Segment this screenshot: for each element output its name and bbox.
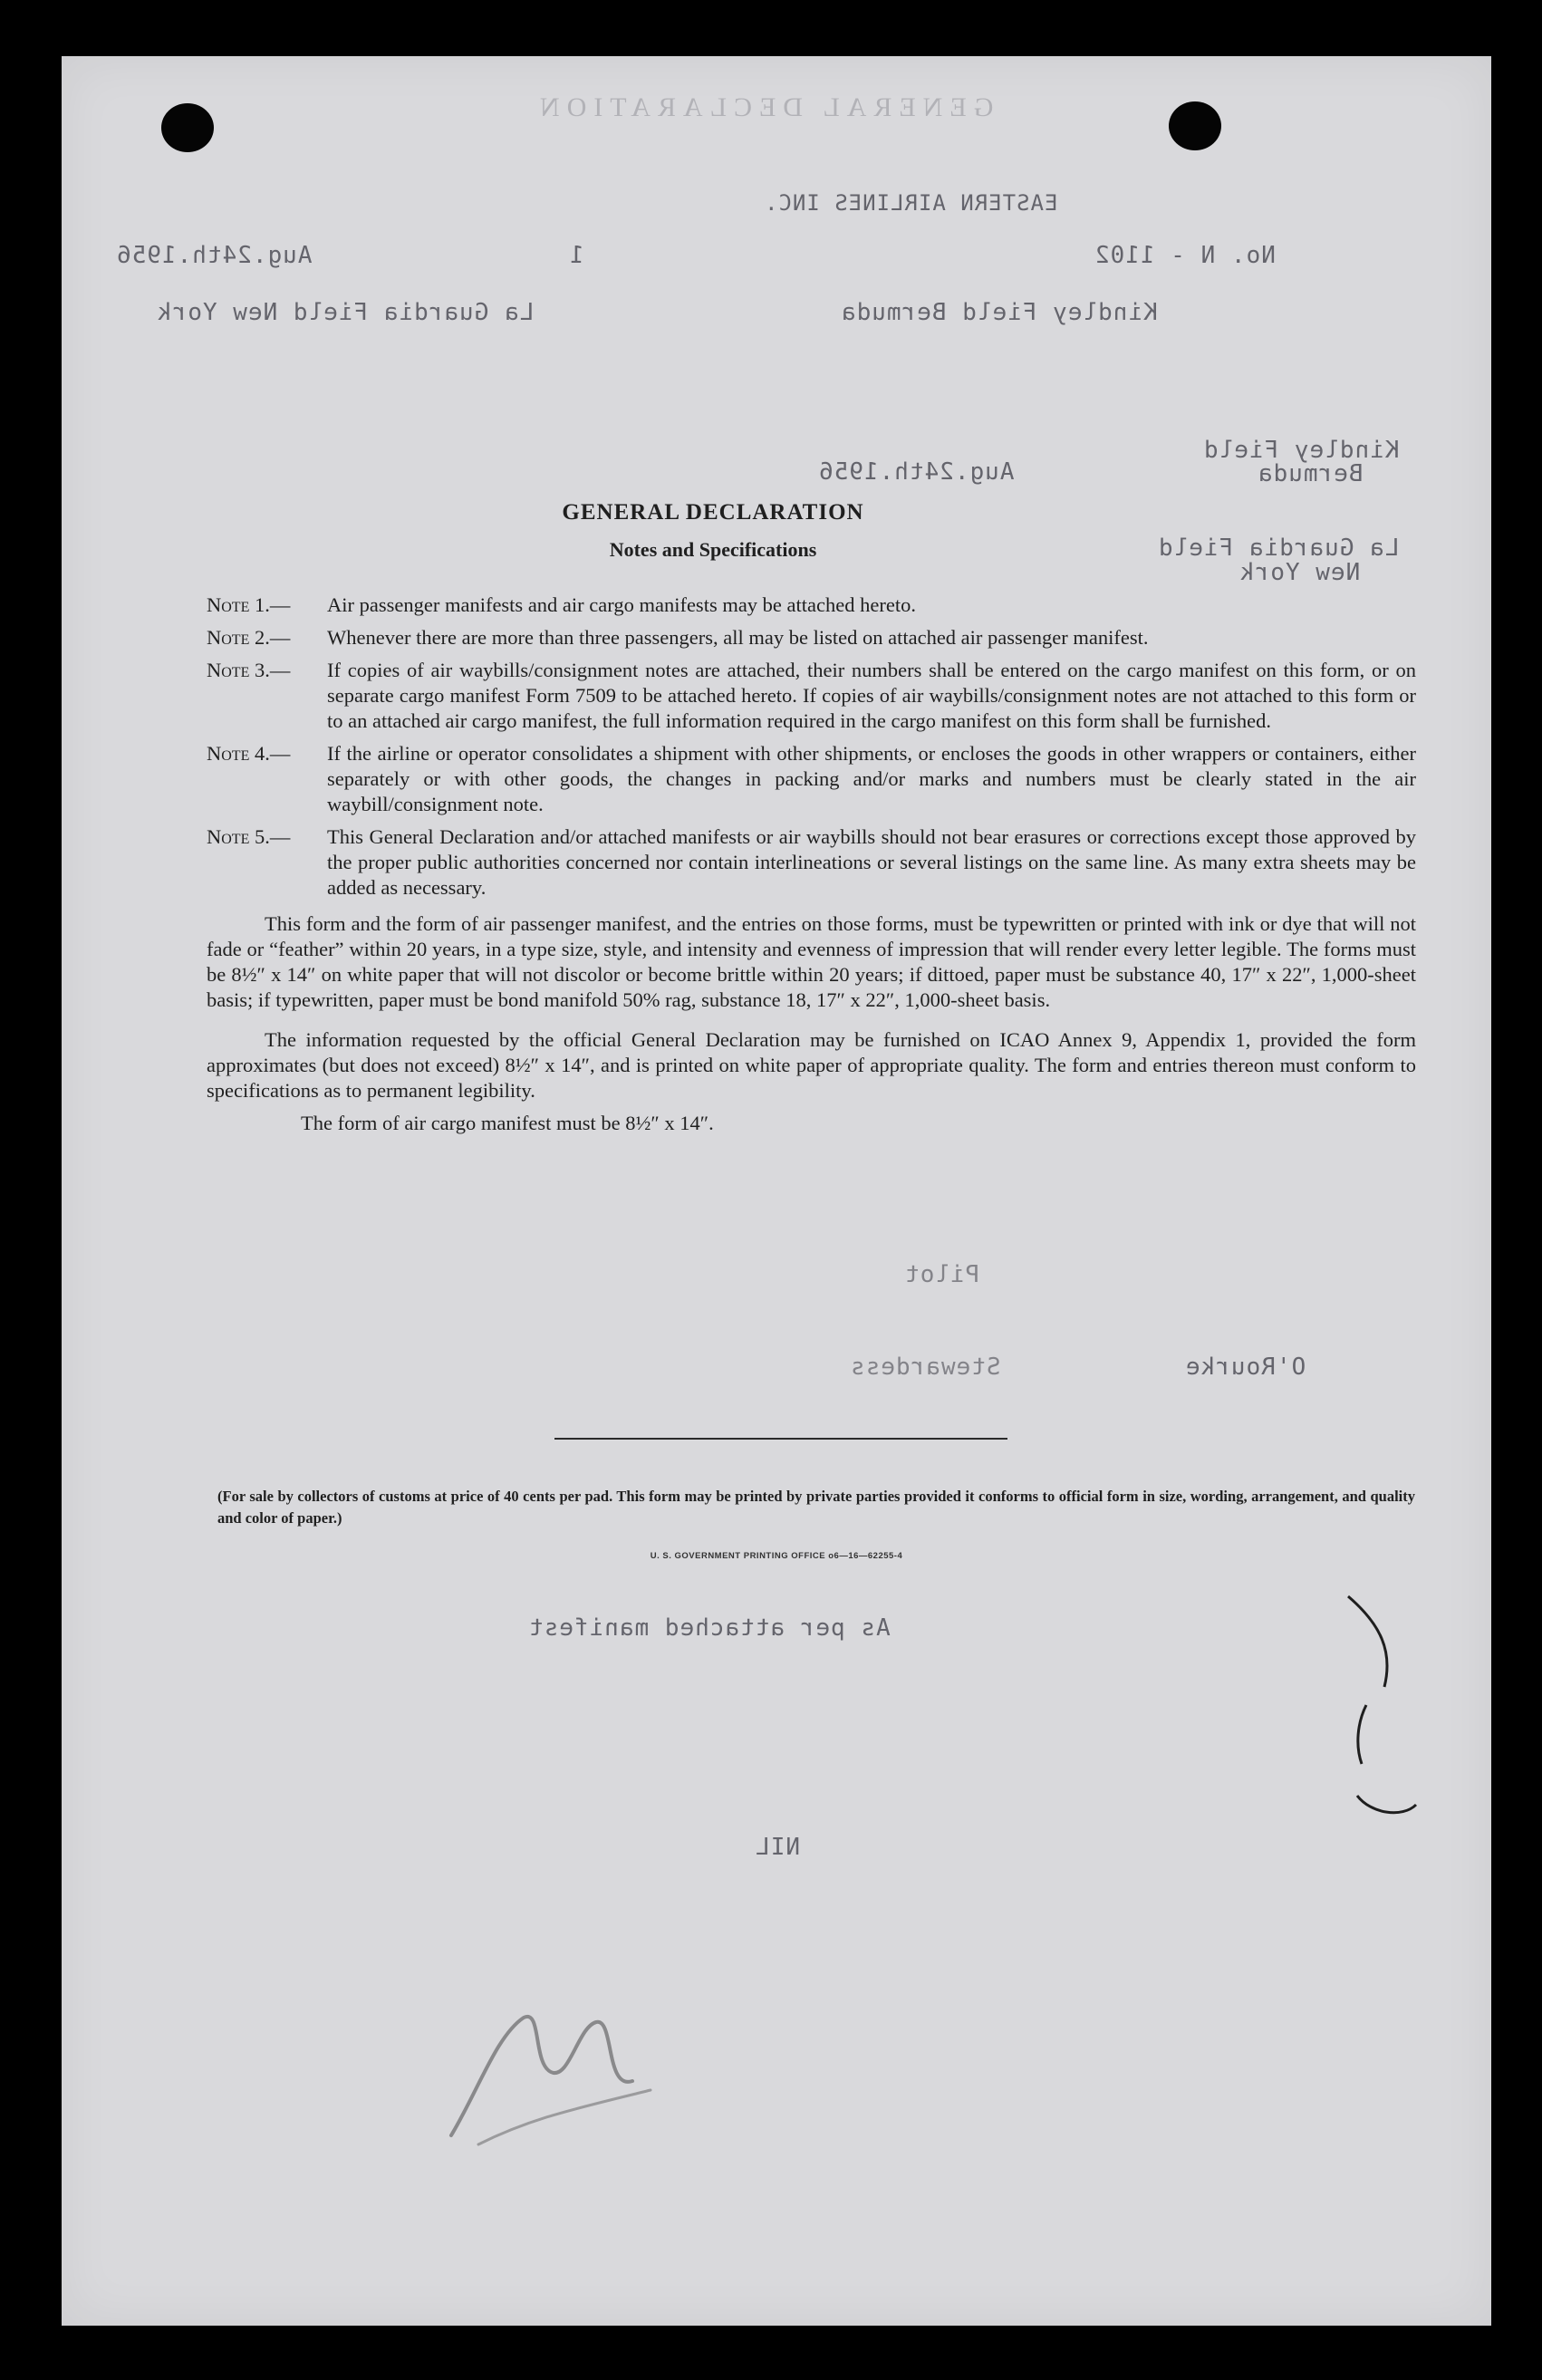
bleed-flight-no: 1 xyxy=(569,242,584,269)
note-text: This General Declaration and/or attached manifests or air waybills should not bear erasures or corrections except those approved by the proper public authorities concerned nor contain interlineations or several listings on the same line. As many extra sheets may be added as necessary. xyxy=(327,825,1416,899)
notes-section xyxy=(207,593,1416,1136)
page-title: GENERAL DECLARATION xyxy=(562,500,864,525)
bleed-pilot: Pilot xyxy=(904,1261,980,1288)
page-subtitle: Notes and Specifications xyxy=(609,538,817,561)
bleed-reg-no: No. N - 1102 xyxy=(1094,242,1276,269)
pencil-marks xyxy=(1330,1587,1439,1841)
bleed-crew-name: O'Rourke xyxy=(1185,1354,1306,1381)
bleed-date: Aug.24th.1956 xyxy=(116,242,313,269)
bleed-form-title: GENERAL DECLARATION xyxy=(533,92,994,122)
heading xyxy=(62,500,1491,562)
note-5 xyxy=(207,824,1416,901)
note-text: Air passenger manifests and air cargo manifests may be attached hereto. xyxy=(327,593,916,616)
note-2 xyxy=(207,625,1416,650)
note-1 xyxy=(207,593,1416,618)
bleed-route: Kindley Field Bermuda xyxy=(841,299,1158,326)
note-3 xyxy=(207,658,1416,734)
divider-rule xyxy=(554,1438,1007,1440)
note-text: Whenever there are more than three passengers, all may be listed on attached air passenger manifest. xyxy=(327,626,1149,649)
bleed-arrival-field: La Guardia Field xyxy=(1158,535,1400,562)
note-text: If the airline or operator consolidates a shipment with other shipments, or encloses the goods in other wrappers or containers, either separately or with other goods, the changes in packing and/or marks and numbers must be clearly stated in the air waybill/consignment note. xyxy=(327,742,1416,815)
paragraph-icao: The information requested by the official General Declaration may be furnished on ICAO Annex 9, Appendix 1, provided the form approximates (but does not exceed) 8½″ x 14″, and is printed on white paper of appropriate quality. The form and entries thereon must conform to specifications as to permanent legibility. xyxy=(207,1028,1416,1102)
note-label: Note 4.— xyxy=(207,742,291,765)
note-text: If copies of air waybills/consignment notes are attached, their numbers shall be entered on the cargo manifest on this form, or on separate cargo manifest Form 7509 to be attached hereto. If copies of air waybills/consignment notes are not attached to this form or to an attached air cargo manifest, the full information required in the cargo manifest on this form shall be furnished. xyxy=(327,659,1416,732)
punch-hole-right xyxy=(1169,101,1221,150)
bleed-origin-field: Kindley Field xyxy=(1203,437,1400,464)
sale-note: (For sale by collectors of customs at price of 40 cents per pad. This form may be printed by private parties provided it conforms to official form in size, wording, arrangement, and quality and color of paper.) xyxy=(217,1488,1415,1527)
bleed-destination: La Guardia Field New York xyxy=(157,299,535,326)
paragraph-form-specs: This form and the form of air passenger manifest, and the entries on those forms, must be typewritten or printed with ink or dye that will not fade or “feather” within 20 years, in a type size, style, and intensity and evenness of impression that will render every letter legible. The forms must be 8½″ x 14″ on white paper that will not discolor or become brittle within 20 years; if dittoed, paper must be substance 40, 17″ x 22″, 1,000-sheet basis; if typewritten, paper must be bond manifold 50% rag, substance 18, 17″ x 22″, 1,000-sheet basis. xyxy=(207,912,1416,1011)
bleed-airline: EASTERN AIRLINES INC. xyxy=(764,190,1058,216)
paragraph-cargo-manifest: The form of air cargo manifest must be 8½″ x 14″. xyxy=(301,1112,714,1134)
note-label: Note 2.— xyxy=(207,626,291,649)
printing-office-line: U. S. GOVERNMENT PRINTING OFFICE o6—16—62255-4 xyxy=(650,1551,903,1561)
note-label: Note 1.— xyxy=(207,593,291,616)
bleed-arrival-place: New York xyxy=(1239,559,1361,586)
bleed-passenger-note: As per attached manifest xyxy=(528,1614,891,1642)
punch-hole-left xyxy=(161,103,214,152)
signature-scribble xyxy=(424,1981,678,2163)
document-page xyxy=(62,56,1491,2326)
note-label: Note 3.— xyxy=(207,659,291,681)
bleed-origin-place: Bermuda xyxy=(1258,460,1364,487)
bleed-cargo: NIL xyxy=(755,1834,800,1861)
note-label: Note 5.— xyxy=(207,825,291,848)
bleed-date-2: Aug.24th.1956 xyxy=(818,458,1015,486)
note-4 xyxy=(207,741,1416,817)
bleed-crew-role: Stewardess xyxy=(850,1354,1001,1381)
